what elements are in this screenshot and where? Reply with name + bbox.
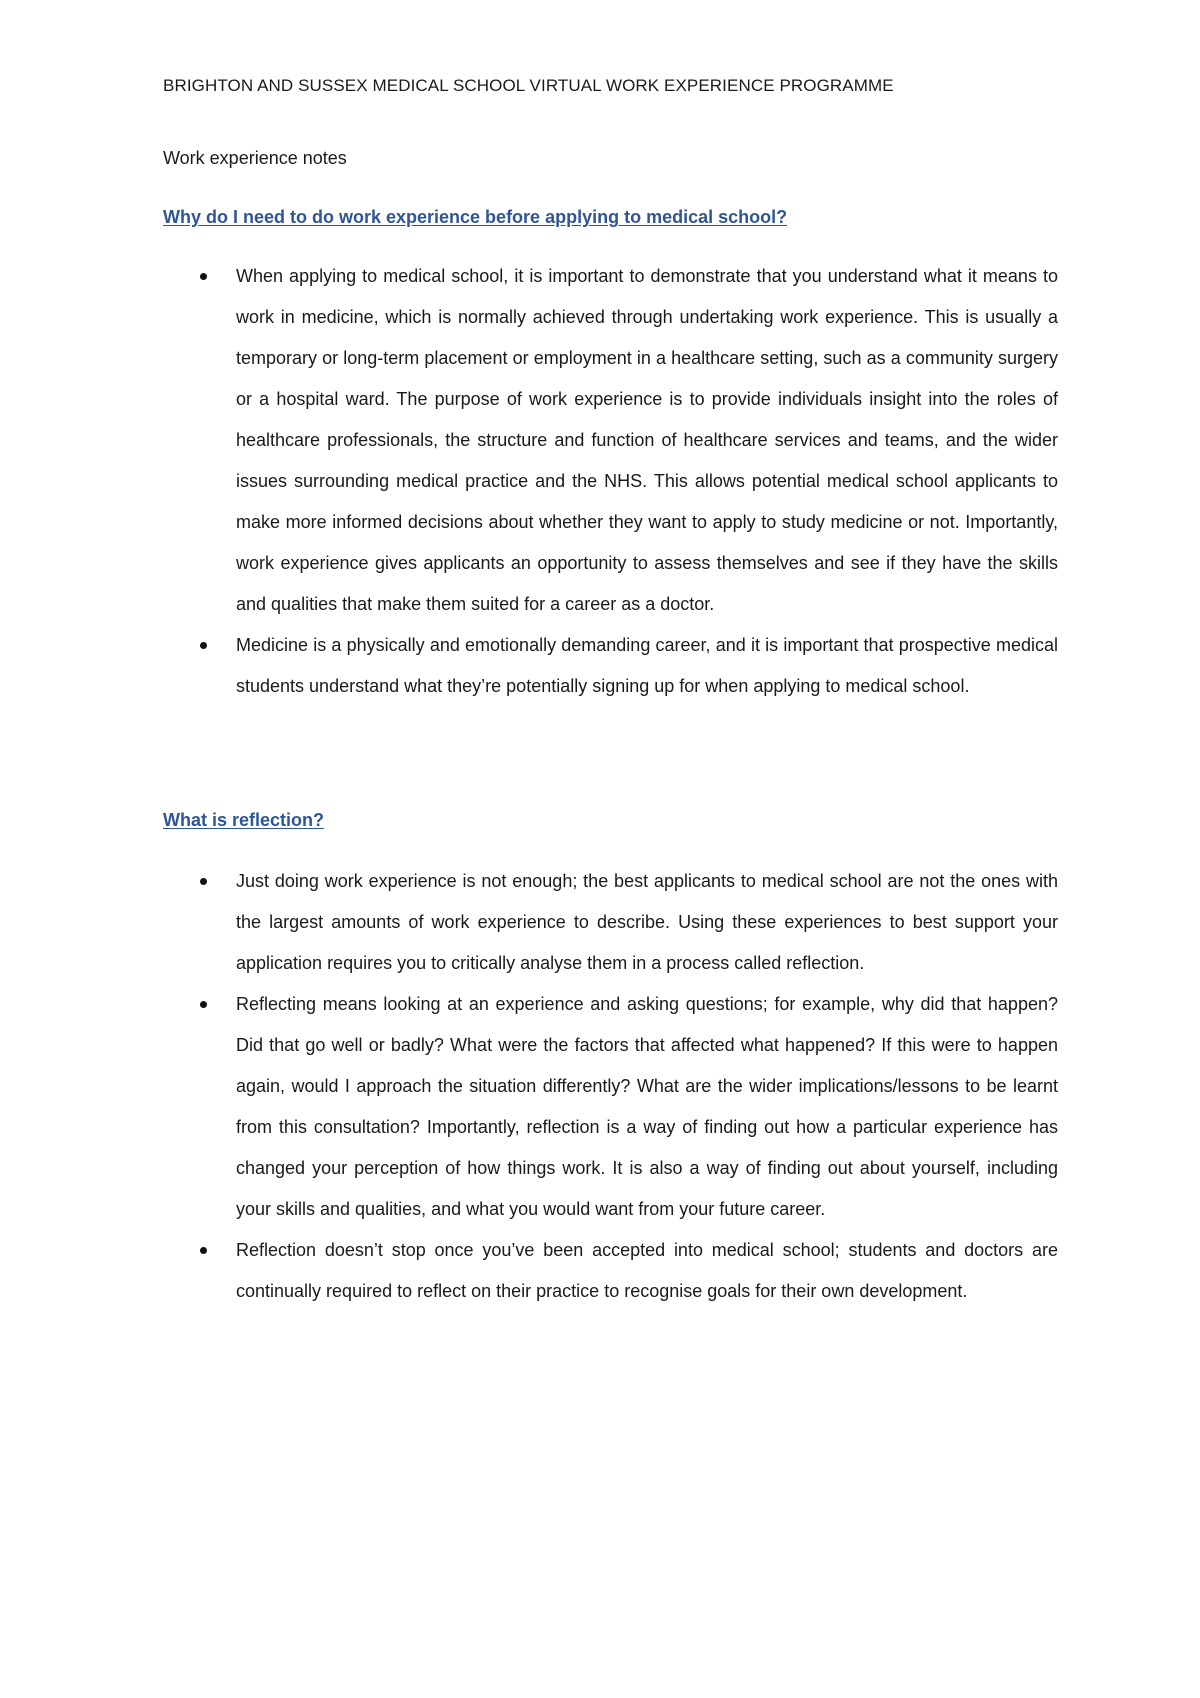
section-heading-work-experience: Why do I need to do work experience before applying to medical school? (163, 207, 788, 227)
running-header: BRIGHTON AND SUSSEX MEDICAL SCHOOL VIRTUAL WORK EXPERIENCE PROGRAMME (163, 76, 894, 95)
document-subtitle: Work experience notes (163, 148, 347, 168)
bullet-text: Medicine is a physically and emotionally demanding career, and it is important that prospective medical students understand what they’re potentially signing up for when applying to medical school. (236, 635, 1058, 696)
bullet-text: When applying to medical school, it is important to demonstrate that you understand what it means to work in medicine, which is normally achieved through undertaking work experience. This is usually a temporary or long-term placement or employment in a healthcare setting, such as a community surgery or a hospital ward. The purpose of work experience is to provide individuals insight into the roles of healthcare professionals, the structure and function of healthcare services and teams, and the wider issues surrounding medical practice and the NHS. This allows potential medical school applicants to make more informed decisions about whether they want to apply to study medicine or not. Importantly, work experience gives applicants an opportunity to assess themselves and see if they have the skills and qualities that make them suited for a career as a doctor. (236, 266, 1058, 614)
bullet-text: Reflection doesn’t stop once you’ve been accepted into medical school; students and doctors are continually required to reflect on their practice to recognise goals for their own development. (236, 1240, 1058, 1301)
list-item (163, 984, 1058, 1230)
bullet-list-reflection (163, 861, 1058, 1312)
list-item (163, 861, 1058, 984)
bullet-icon (200, 1247, 207, 1254)
bullet-icon (200, 273, 207, 280)
bullet-icon (200, 878, 207, 885)
bullet-text: Just doing work experience is not enough; the best applicants to medical school are not the ones with the largest amounts of work experience to describe. Using these experiences to best support your application requires you to critically analyse them in a process called reflection. (236, 871, 1058, 973)
bullet-text: Reflecting means looking at an experience and asking questions; for example, why did that happen? Did that go well or badly? What were the factors that affected what happened? If this were to happen again, would I approach the situation differently? What are the wider implications/lessons to be learnt from this consultation? Importantly, reflection is a way of finding out how a particular experience has changed your perception of how things work. It is also a way of finding out about yourself, including your skills and qualities, and what you would want from your future career. (236, 994, 1058, 1219)
bullet-icon (200, 1001, 207, 1008)
list-item (163, 625, 1058, 707)
bullet-icon (200, 642, 207, 649)
list-item (163, 1230, 1058, 1312)
bullet-list-work-experience (163, 256, 1058, 707)
section-heading-reflection: What is reflection? (163, 810, 325, 830)
list-item (163, 256, 1058, 625)
